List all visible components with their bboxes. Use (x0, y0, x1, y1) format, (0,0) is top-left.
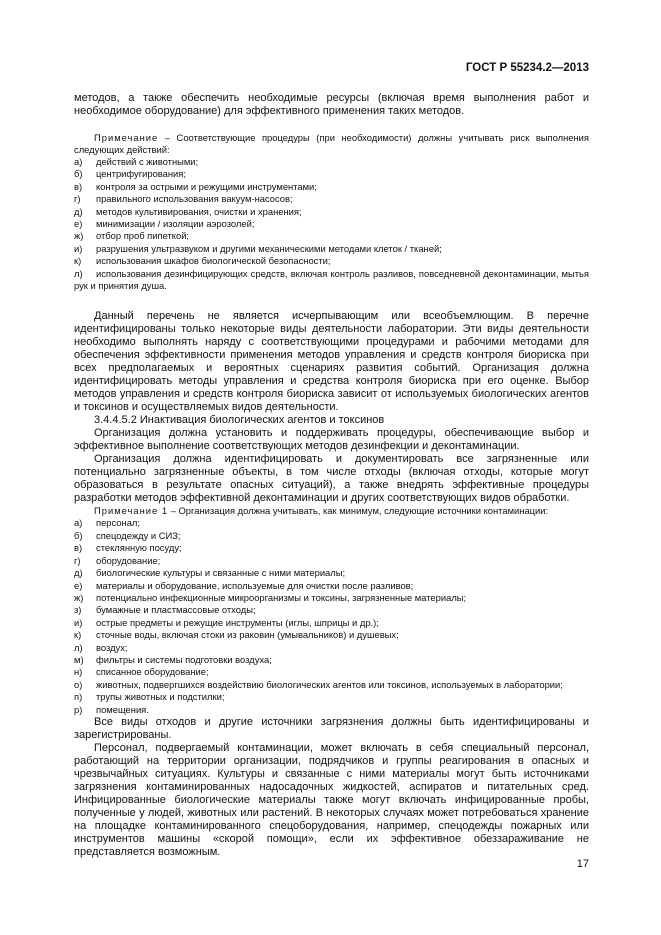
list-item-text: воздух; (96, 641, 128, 653)
list-item (74, 629, 589, 641)
list-item (74, 517, 589, 529)
list-marker: к) (74, 629, 82, 641)
list-marker: п) (74, 691, 83, 703)
list-item (74, 617, 589, 629)
list-item-text: оборудование; (96, 554, 161, 566)
list-marker: л) (74, 267, 83, 279)
list-marker: з) (74, 604, 82, 616)
list-item (74, 243, 589, 255)
list-item-text: потенциально инфекционные микроорганизмы и токсины, загрязненные материалы; (96, 591, 467, 603)
list-item (74, 567, 589, 579)
contamination-sources-list (74, 517, 589, 716)
list-item (74, 654, 589, 666)
list-item-text: трупы животных и подстилки; (96, 691, 225, 703)
list-item-text: действий с животными; (96, 156, 199, 167)
list-marker: к) (74, 255, 82, 267)
list-item (74, 530, 589, 542)
list-item (74, 206, 589, 218)
list-item (74, 255, 589, 267)
list-item-text: контроля за острыми и режущими инструментами; (96, 180, 317, 192)
page-number: 17 (576, 858, 589, 870)
list-item-text: биологические культуры и связанные с ними материалы; (96, 567, 346, 579)
list-item-text: животных, подвергшихся воздействию биологических агентов или токсинов, используемых в лаборатории; (96, 678, 563, 690)
list-item (74, 691, 589, 703)
list-marker: м) (74, 653, 84, 665)
note-procedures (74, 132, 589, 156)
list-item (74, 168, 589, 180)
list-item-text: использования шкафов биологической безопасности; (96, 255, 331, 267)
note-label: Примечание 1 (94, 505, 169, 517)
risk-activities-list (74, 156, 589, 292)
list-item-text: фильтры и системы подготовки воздуха; (96, 653, 272, 665)
list-marker: б) (74, 529, 83, 541)
list-item-text: спецодежду и СИЗ; (96, 529, 181, 541)
note-label: Примечание (94, 132, 159, 143)
list-item (74, 592, 589, 604)
list-item (74, 642, 589, 654)
paragraph-identify-objects: Организация должна идентифицировать и документировать все загрязненные или потенциально загрязненные объекты, в том числе отходы (включая отходы, которые могут образоваться в результате опасных ситуаций), а также внедрять эффективные процедуры разработки методов эффективной деконтаминации и других соответствующих видов обработки. (74, 453, 589, 505)
list-item (74, 218, 589, 230)
list-marker: и) (74, 616, 83, 628)
paragraph-personnel: Персонал, подвергаемый контаминации, может включать в себя специальный персонал, работающий на территории организации, подрядчиков и группы реагирования в опасных и чрезвычайных ситуациях. Культуры и связанные с ними материалы могут быть источниками загрязнения контаминированных надосадочных жидкостей, аспиратов и питательных сред. Инфицированные биологические материалы также могут включать инфицированные пробы, полученные у людей, животных или растений. В некоторых случаях может потребоваться хранение на площадке контаминированного спецоборудования, например, спецодежды пожарных или инструментов машины «скорой помощи», если их эффективное обеззараживание не представляется возможным. (74, 741, 589, 858)
list-marker: ж) (74, 591, 84, 603)
paragraph-waste-registration: Все виды отходов и другие источники загрязнения должны быть идентифицированы и зарегистрированы. (74, 715, 589, 741)
list-marker: д) (74, 205, 83, 217)
list-marker: г) (74, 554, 81, 566)
list-marker: в) (74, 180, 83, 192)
section-heading: 3.4.4.5.2 Инактивация биологических агентов и токсинов (94, 414, 385, 427)
list-item-text: отбор проб пипеткой; (96, 230, 190, 242)
list-marker: а) (74, 156, 83, 167)
list-item (74, 268, 589, 293)
list-marker: р) (74, 703, 83, 715)
list-marker: г) (74, 193, 81, 205)
list-marker: а) (74, 517, 83, 529)
list-item-text: стеклянную посуду; (96, 542, 182, 554)
standard-code-header: ГОСТ Р 55234.2—2013 (465, 62, 589, 74)
list-item-text: разрушения ультразвуком и другими механическими методами клеток / тканей; (96, 242, 442, 254)
list-item (74, 704, 589, 716)
list-marker: б) (74, 168, 83, 180)
list-item (74, 542, 589, 554)
list-item-text: методов культивирования, очистки и хранения; (96, 205, 302, 217)
list-item (74, 555, 589, 567)
list-item (74, 193, 589, 205)
list-item-text: материалы и оборудование, используемые для очистки после разливов; (96, 579, 414, 591)
list-item-text: сточные воды, включая стоки из раковин (умывальников) и душевых; (96, 629, 399, 641)
list-item-text: минимизации / изоляции аэрозолей; (96, 218, 255, 230)
list-item (74, 156, 589, 168)
list-marker: и) (74, 242, 83, 254)
list-item-text: списанное оборудование; (96, 666, 209, 678)
list-marker: е) (74, 579, 83, 591)
note-contamination-sources (74, 505, 589, 517)
list-marker: в) (74, 542, 83, 554)
list-item (74, 230, 589, 242)
note-text: – Соответствующие процедуры (при необходимости) должны учитывать риск выполнения следующих действий: (74, 132, 589, 155)
list-item-text: правильного использования вакуум-насосов; (96, 193, 293, 205)
list-item-text: персонал; (96, 517, 140, 529)
list-item (74, 604, 589, 616)
list-item-text: центрифугирования; (96, 168, 186, 180)
list-item-text: острые предметы и режущие инструменты (иглы, шприцы и др.); (96, 616, 379, 628)
intro-paragraph: методов, а также обеспечить необходимые ресурсы (включая время выполнения работ и необходимое оборудование) для эффективного применения таких методов. (74, 92, 589, 117)
list-marker: д) (74, 567, 83, 579)
list-marker: ж) (74, 230, 84, 242)
list-marker: о) (74, 678, 83, 690)
paragraph-list-scope: Данный перечень не является исчерпывающим или всеобъемлющим. В перечне идентифицированы только некоторые виды деятельности лаборатории. Эти виды деятельности необходимо выполнять наряду с соответствующими процедурами и рабочими методами для обеспечения эффективности применения методов управления и средств контроля биориска при всех предполагаемых и вероятных сценариях развития событий. Организация должна идентифицировать методы управления и средства контроля биориска при его оценке. Выбор методов управления и средств контроля биориска зависит от используемых биологических агентов и токсинов и осуществляемых видов деятельности. (74, 310, 589, 414)
note-text: – Организация должна учитывать, как минимум, следующие источники контаминации: (168, 505, 549, 517)
list-item-text: использования дезинфицирующих средств, включая контроль разливов, повседневной деконтаминации, мытья рук и принятия душа. (74, 267, 589, 292)
paragraph-procedures: Организация должна установить и поддерживать процедуры, обеспечивающие выбор и эффективное выполнение соответствующих методов дезинфекции и деконтаминации. (74, 427, 589, 453)
list-marker: е) (74, 218, 83, 230)
list-item (74, 181, 589, 193)
list-marker: н) (74, 666, 83, 678)
list-marker: л) (74, 641, 83, 653)
list-item (74, 666, 589, 678)
list-item-text: бумажные и пластмассовые отходы; (96, 604, 256, 616)
list-item-text: помещения. (96, 703, 149, 715)
page-content (74, 92, 589, 859)
list-item (74, 679, 589, 691)
list-item (74, 580, 589, 592)
